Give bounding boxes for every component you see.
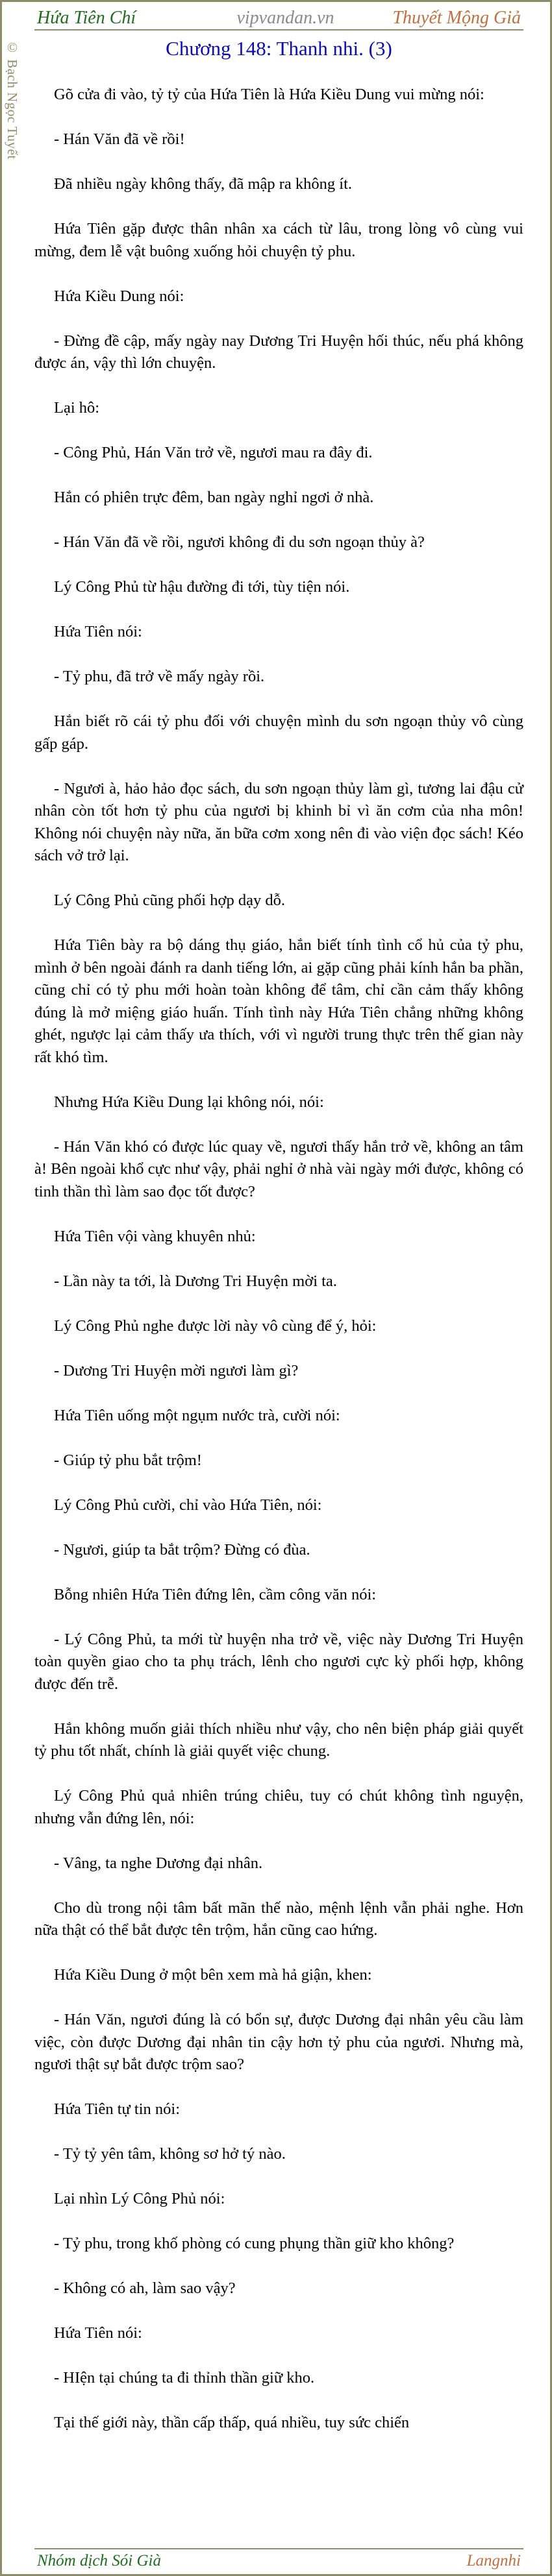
paragraph: Hứa Tiên vội vàng khuyên nhủ: xyxy=(54,1227,256,1245)
copyright-watermark: © Bạch Ngọc Tuyết xyxy=(5,40,20,160)
chapter-content xyxy=(34,84,523,2457)
paragraph: - Giúp tỷ phu bắt trộm! xyxy=(54,1451,202,1469)
paragraph: - Vâng, ta nghe Dương đại nhân. xyxy=(54,1854,263,1872)
paragraph: - Tỷ phu, trong khố phòng có cung phụng thần giữ kho không? xyxy=(54,2235,455,2252)
site-name: vipvandan.vn xyxy=(236,8,334,28)
paragraph: Hứa Tiên uống một ngụm nước trà, cười nói: xyxy=(54,1406,340,1424)
paragraph: - Dương Tri Huyện mời ngươi làm gì? xyxy=(54,1361,299,1379)
paragraph: Đã nhiều ngày không thấy, đã mập ra không ít. xyxy=(54,175,353,193)
paragraph: - HIện tại chúng ta đi thỉnh thần giữ kho. xyxy=(54,2369,315,2387)
paragraph: Tại thế giới này, thần cấp thấp, quá nhiều, tuy sức chiến xyxy=(54,2414,410,2431)
paragraph: Hắn có phiên trực đêm, ban ngày nghỉ ngơi ở nhà. xyxy=(54,489,374,506)
paragraph: - Công Phủ, Hán Văn trở về, ngươi mau ra đây đi. xyxy=(54,444,373,461)
chapter-title: Chương 148: Thanh nhi. (3) xyxy=(166,37,392,60)
author-name: Thuyết Mộng Giả xyxy=(392,8,521,28)
book-title: Hứa Tiên Chí xyxy=(37,8,136,28)
paragraph: Hứa Tiên tự tin nói: xyxy=(54,2100,181,2118)
paragraph: Lại nhìn Lý Công Phủ nói: xyxy=(54,2190,225,2207)
paragraph: - Tỷ phu, đã trở về mấy ngày rồi. xyxy=(54,668,265,685)
paragraph: - Ngươi à, hảo hảo đọc sách, du sơn ngoạn thủy làm gì, tương lai đậu cử nhân còn tốt hơn tỷ phu của ngươi bị khinh bỉ vì ăn cơm của nha môn! Không nói chuyện này nữa, ăn bữa cơm xong nên đi vào viện đọc sách! Kéo sách vở trở lại. xyxy=(34,779,523,864)
paragraph: - Lần này ta tới, là Dương Tri Huyện mời ta. xyxy=(54,1272,337,1290)
paragraph: Hắn biết rõ cái tỷ phu đối với chuyện mình du sơn ngoạn thủy vô cùng gấp gáp. xyxy=(34,712,523,753)
page-footer xyxy=(34,2548,523,2574)
paragraph: - Không có ah, làm sao vậy? xyxy=(54,2279,236,2297)
paragraph: Hứa Kiều Dung nói: xyxy=(54,287,184,305)
page-header xyxy=(34,7,523,30)
paragraph: Bỗng nhiên Hứa Tiên đứng lên, cầm công văn nói: xyxy=(54,1585,377,1603)
paragraph: - Hán Văn đã về rồi, ngươi không đi du sơn ngoạn thủy à? xyxy=(54,533,425,551)
paragraph: Nhưng Hứa Kiều Dung lại không nói, nói: xyxy=(54,1093,324,1111)
paragraph: - Đừng đề cập, mấy ngày nay Dương Tri Huyện hối thúc, nếu phá không được án, vậy thì lớn chuyện. xyxy=(34,332,523,372)
paragraph: Hứa Tiên nói: xyxy=(54,623,142,640)
paragraph: Lý Công Phủ từ hậu đường đi tới, tùy tiện nói. xyxy=(54,578,350,596)
paragraph: Gõ cửa đi vào, tỷ tỷ của Hứa Tiên là Hứa Kiều Dung vui mừng nói: xyxy=(54,86,484,103)
paragraph: Lại hô: xyxy=(54,399,100,417)
paragraph: Lý Công Phủ quả nhiên trúng chiêu, tuy có chút không tình nguyện, nhưng vẫn đứng lên, nói: xyxy=(34,1787,523,1827)
paragraph: Hứa Kiều Dung ở một bên xem mà hả giận, khen: xyxy=(54,1966,372,1984)
translator-name: Langnhi xyxy=(466,2552,521,2570)
paragraph: Hứa Tiên bày ra bộ dáng thụ giáo, hắn biết tính tình cổ hủ của tỷ phu, mình ở bên ngoài đánh ra danh tiếng lớn, ai gặp cũng phải kính hắn ba phần, cũng chỉ có tỷ phu mới hoàn toàn không để tâm, chỉ cần cảm thấy không đúng là mở miệng giáo huấn. Tính tình này Hứa Tiên chẳng những không ghét, ngược lại cảm thấy ưa thích, với vì người trung thực trên thế gian này rất khó tìm. xyxy=(34,936,523,1066)
paragraph: Lý Công Phủ cũng phối hợp dạy dỗ. xyxy=(54,892,285,909)
paragraph: - Hán Văn khó có được lúc quay về, ngươi thấy hắn trở về, không an tâm à! Bên ngoài khổ cực như vậy, phải nghỉ ở nhà vài ngày mới được, không có tinh thần thì làm sao đọc tốt được? xyxy=(34,1137,523,1200)
paragraph: Hứa Tiên nói: xyxy=(54,2324,142,2342)
paragraph: Hứa Tiên gặp được thân nhân xa cách từ lâu, trong lòng vô cùng vui mừng, đem lễ vật buông xuống hỏi chuyện tỷ phu. xyxy=(34,220,523,260)
paragraph: - Hán Văn đã về rồi! xyxy=(54,130,185,148)
paragraph: - Tỷ tỷ yên tâm, không sơ hở tý nào. xyxy=(54,2145,286,2163)
paragraph: - Ngươi, giúp ta bắt trộm? Đừng có đùa. xyxy=(54,1540,310,1559)
paragraph: Cho dù trong nội tâm bất mãn thế nào, mệnh lệnh vẫn phải nghe. Hơn nữa thật có thể bắt được tên trộm, hắn cũng cao hứng. xyxy=(34,1899,523,1939)
translator-group: Nhóm dịch Sói Già xyxy=(37,2552,161,2570)
paragraph: - Hán Văn, ngươi đúng là có bổn sự, được Dương đại nhân yêu cầu làm việc, còn được Dương đại nhân tin cậy hơn tỷ phu của ngươi. Nhưng mà, ngươi thật sự bắt được trộm sao? xyxy=(34,2011,523,2073)
paragraph: - Lý Công Phủ, ta mới từ huyện nha trở về, việc này Dương Tri Huyện toàn quyền giao cho ta phụ trách, lênh cho ngươi cực kỳ phối hợp, không được đến trễ. xyxy=(34,1630,523,1693)
paragraph: Hắn không muốn giải thích nhiều như vậy, cho nên biện pháp giải quyết tỷ phu tốt nhất, chính là giải quyết việc chung. xyxy=(34,1719,523,1760)
paragraph: Lý Công Phủ nghe được lời này vô cùng để ý, hỏi: xyxy=(54,1317,377,1335)
paragraph: Lý Công Phủ cười, chỉ vào Hứa Tiên, nói: xyxy=(54,1496,322,1514)
